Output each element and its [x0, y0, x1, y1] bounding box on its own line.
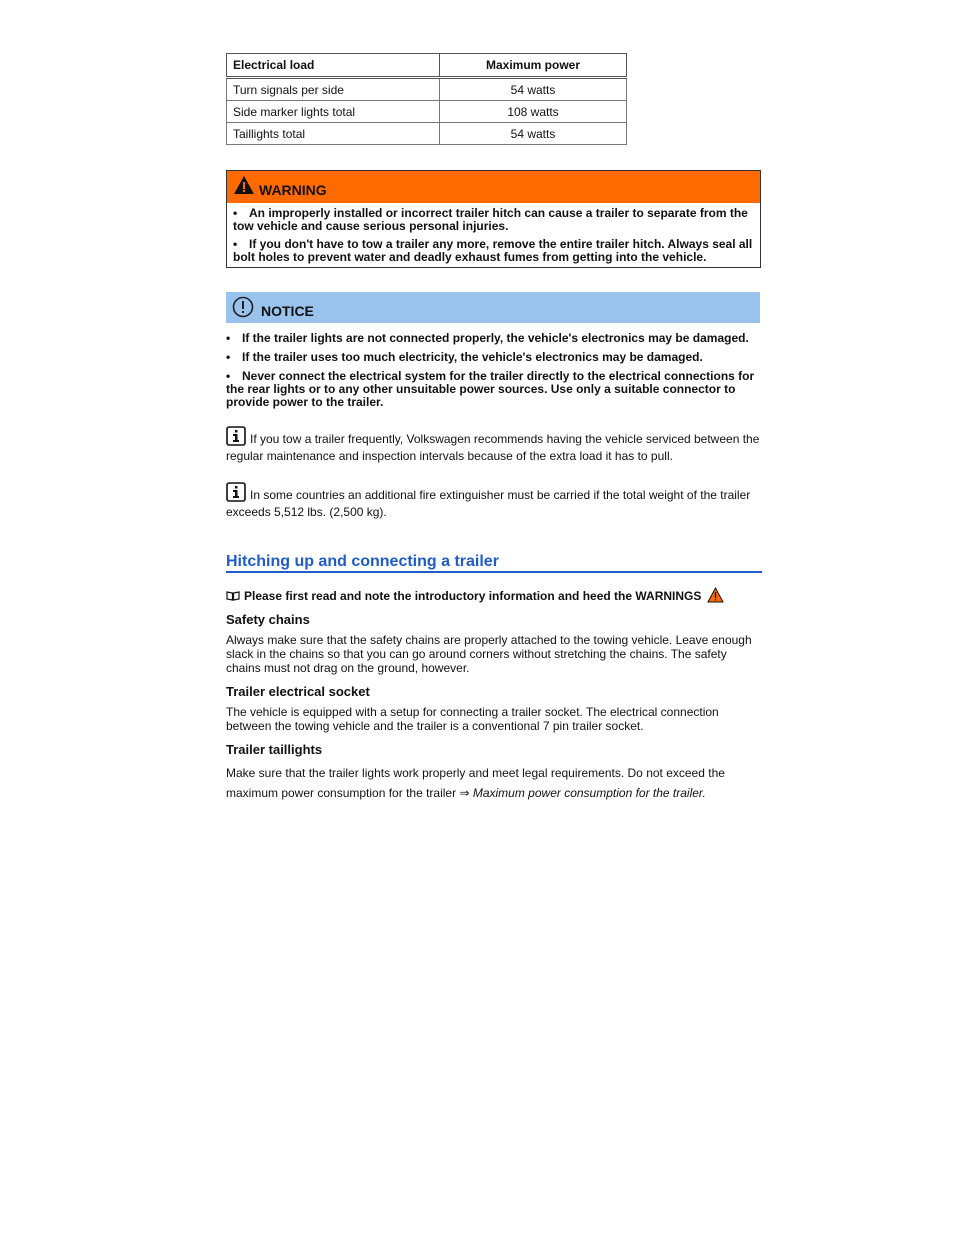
warning-header: [227, 171, 760, 203]
bullet-icon: •: [233, 237, 238, 251]
info-icon: [226, 426, 246, 449]
subsection-heading: Trailer electrical socket: [226, 684, 370, 699]
subsection-text: Always make sure that the safety chains are properly attached to the towing vehicle. Leave enough slack in the chains so that you can go around corners without stretching the chains. The safety chains must not drag on the ground, however.: [226, 633, 752, 675]
electrical-load-table: [226, 53, 627, 145]
bullet-icon: •: [233, 206, 238, 220]
table-cell: 54 watts: [440, 78, 627, 101]
subsection-text: The vehicle is equipped with a setup for connecting a trailer socket. The electrical connection between the towing vehicle and the trailer is a conventional 7 pin trailer socket.: [226, 705, 719, 733]
warning-box: [226, 170, 761, 268]
warning-item: • If you don't have to tow a trailer any more, remove the entire trailer hitch. Always seal all bolt holes to prevent water and deadly exhaust fumes from getting into the vehicle.: [233, 237, 753, 264]
bullet-icon: •: [226, 369, 231, 383]
notice-header: [226, 292, 760, 323]
section-intro: Please first read and note the introductory information and heed the WARNINGS: [226, 587, 724, 606]
subsection-heading: Safety chains: [226, 612, 310, 627]
subsection-heading: Trailer taillights: [226, 742, 323, 757]
info-icon: [226, 482, 246, 505]
notice-list: [226, 332, 760, 415]
table-header-power: Maximum power: [440, 54, 627, 78]
table-cell: Side marker lights total: [227, 101, 440, 123]
book-icon: [226, 590, 240, 604]
subsection-text: Make sure that the trailer lights work properly and meet legal requirements. Do not exceed the maximum power consumption for the trailer ⇒ Maximum power consumption for the trailer.: [226, 766, 725, 800]
table-cell: Turn signals per side: [227, 78, 440, 101]
bullet-icon: •: [226, 350, 231, 364]
section-divider: [226, 571, 762, 573]
warning-title: WARNING: [259, 182, 327, 198]
table-cell: 54 watts: [440, 123, 627, 145]
notice-item: • If the trailer uses too much electricity, the vehicle's electronics may be damaged.: [226, 350, 703, 364]
warning-item: • An improperly installed or incorrect trailer hitch can cause a trailer to separate from the tow vehicle and cause serious personal injuries.: [233, 206, 748, 233]
table-row: [227, 101, 627, 123]
table-header-load: Electrical load: [227, 54, 440, 78]
warning-body: [227, 203, 760, 264]
exclamation-circle-icon: [231, 295, 255, 324]
table-row: [227, 123, 627, 145]
notice-item: • If the trailer lights are not connected properly, the vehicle's electronics may be damaged.: [226, 331, 749, 345]
cross-reference-link[interactable]: Maximum power consumption for the trailer.: [472, 786, 706, 800]
section-title: Hitching up and connecting a trailer: [226, 553, 499, 570]
notice-title: NOTICE: [261, 303, 314, 319]
bullet-icon: •: [226, 331, 231, 345]
warning-triangle-icon[interactable]: [707, 587, 724, 606]
info-note: In some countries an additional fire extinguisher must be carried if the total weight of the trailer exceeds 5,512 lbs. (2,500 kg).: [226, 482, 760, 519]
notice-item: • Never connect the electrical system for the trailer directly to the electrical connections for the rear lights or to any other unsuitable power sources. Use only a suitable connector to provide power to the trailer.: [226, 369, 755, 409]
warning-triangle-icon: [233, 175, 255, 200]
table-header-row: [227, 54, 627, 78]
info-note: If you tow a trailer frequently, Volkswagen recommends having the vehicle serviced between the regular maintenance and inspection intervals because of the extra load it has to pull.: [226, 426, 760, 463]
table-cell: Taillights total: [227, 123, 440, 145]
table-cell: 108 watts: [440, 101, 627, 123]
table-row: [227, 78, 627, 101]
arrow-right-icon: ⇒: [459, 786, 470, 800]
